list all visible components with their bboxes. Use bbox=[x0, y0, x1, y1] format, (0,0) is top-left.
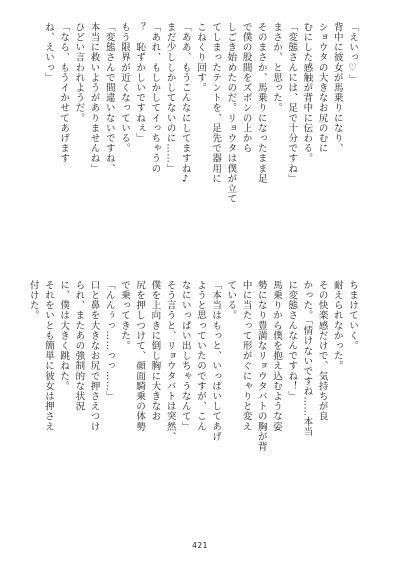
text-line: むにした感触が背中に伝わる。 bbox=[301, 22, 313, 164]
text-line: その快楽感だけで、気持ちが良 bbox=[316, 280, 328, 422]
text-line: そう言うと、リョウタバトは突然、 bbox=[164, 280, 176, 442]
text-line: 付けた。 bbox=[27, 280, 39, 321]
text-line: もう限界が近くなっている。 bbox=[118, 22, 130, 154]
text-line: 口と鼻を大きなお尻で押さえつけ bbox=[88, 280, 100, 432]
text-line: 「えいっ♡」 bbox=[347, 22, 358, 85]
text-line: で僕の股間をズボンの上から bbox=[240, 22, 252, 154]
text-line: に、僕は大きく跳ねた。 bbox=[58, 280, 70, 392]
text-line: 中に当たって形がぐにゃりと変え bbox=[240, 280, 252, 432]
text-line: ちまけていく。 bbox=[347, 280, 358, 351]
text-line: まだ少ししかしてないのに……」 bbox=[164, 22, 176, 174]
text-line: 耐えられなかった。 bbox=[331, 280, 343, 371]
text-line: 尻を押しつけて、顔面騎乗の体勢 bbox=[134, 280, 146, 432]
text-line: 「ああ、もうこんなにしてますね♪ bbox=[179, 22, 191, 186]
text-line: かった。「情けないですね……本当 bbox=[301, 280, 313, 437]
text-line: 「なら、もうイかせてあげます bbox=[58, 22, 70, 164]
page-number: 421 bbox=[192, 541, 208, 550]
text-line: 僕を上向きに倒し胸に大きなお bbox=[149, 280, 161, 422]
text-line: 「あれ、もしかしてイっちゃうの bbox=[149, 22, 161, 174]
text-line: ている。 bbox=[225, 280, 237, 321]
text-line: そのまさか、馬乗りになったまま足 bbox=[255, 22, 267, 184]
text-line: ？ 恥ずかしいですねぇ」 bbox=[134, 22, 146, 144]
text-line: 馬乗りから僕を抱え込むような姿 bbox=[270, 280, 282, 432]
text-line: なにいっぱい出しちゃうなんて」 bbox=[179, 280, 191, 432]
text-line: それをいとも簡単に彼女は押さえ bbox=[42, 280, 54, 432]
text-line: 「変態さんで間違いないですね、 bbox=[103, 22, 115, 174]
text-line: 「変態さんには、足で十分ですね」 bbox=[286, 22, 298, 184]
text-line: こねくり回す。 bbox=[194, 22, 206, 93]
text-line: 勢になり豊満なリョウタバトの胸が背 bbox=[255, 280, 267, 452]
text-line: 「本当はもっと、いっぱいしてあげ bbox=[210, 280, 222, 442]
text-line: ようと思っていたのですが、こん bbox=[194, 280, 206, 432]
text-line: ひどい言われようだ。 bbox=[73, 22, 85, 123]
text-line: 「んんぅっ……っっ……」 bbox=[103, 280, 115, 402]
text-line: ね、えいっ」 bbox=[42, 22, 54, 83]
text-line: 本当に救いようがありませんね」 bbox=[88, 22, 100, 174]
text-line: で乗ってきた。 bbox=[118, 280, 130, 351]
text-tier-top bbox=[20, 22, 360, 240]
text-line: 背中に彼女が馬乗りになり、 bbox=[331, 22, 343, 154]
text-line: られ、またあの強制的な状況 bbox=[73, 280, 85, 412]
text-line: ショウタの大きなお尻のむに bbox=[316, 22, 328, 154]
text-line: てしまったテントを、足先で器用に bbox=[210, 22, 222, 184]
text-line: まさか、と思った。 bbox=[270, 22, 282, 113]
text-line: しごき始めたのだ。リョウタは僕が立て bbox=[225, 22, 237, 204]
text-tier-bottom bbox=[20, 280, 360, 512]
text-line: に変態さんなんですね！」 bbox=[286, 280, 298, 402]
